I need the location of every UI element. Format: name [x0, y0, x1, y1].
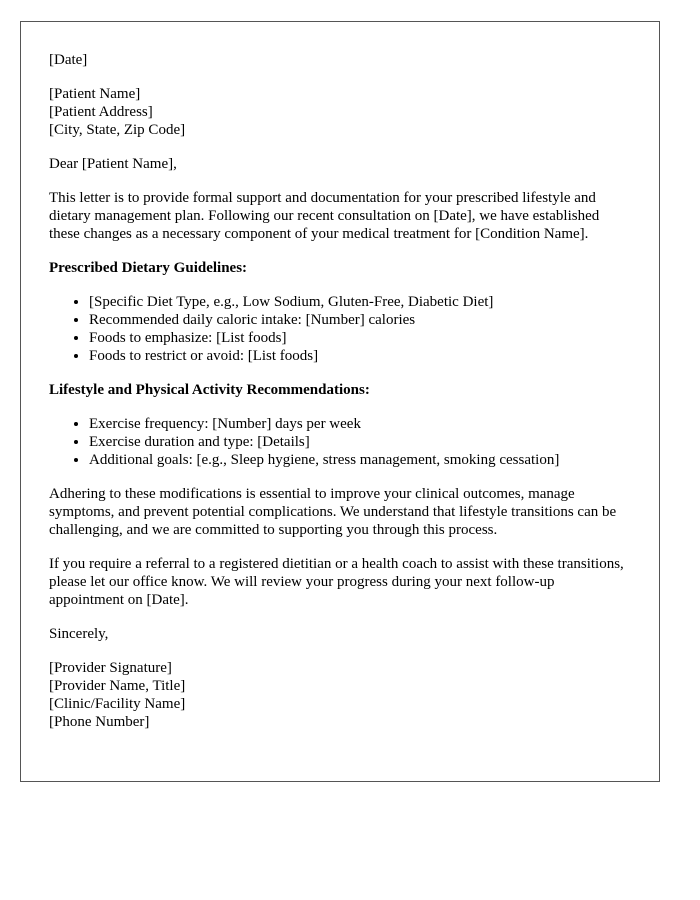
- closing: Sincerely,: [49, 626, 109, 642]
- salutation: Dear [Patient Name],: [49, 156, 177, 172]
- date-text: [Date]: [49, 52, 88, 68]
- list-item: • Recommended daily caloric intake: [Number] calories: [89, 311, 631, 329]
- signature-block: [49, 659, 631, 731]
- dietary-guidelines-heading: Prescribed Dietary Guidelines:: [49, 260, 248, 276]
- adherence-paragraph: Adhering to these modifications is essential to improve your clinical outcomes, manage symptoms, and prevent potential complications. We understand that lifestyle transitions can be challenging, and we are committed to supporting you through this process.: [49, 486, 617, 538]
- referral-paragraph: If you require a referral to a registered dietitian or a health coach to assist with these transitions, please let our office know. We will review your progress during your next follow-up appointment on [Date].: [49, 556, 624, 608]
- lifestyle-recommendations-heading: Lifestyle and Physical Activity Recommendations:: [49, 382, 370, 398]
- lifestyle-recommendations-list: [49, 415, 631, 469]
- list-item: • Additional goals: [e.g., Sleep hygiene, stress management, smoking cessation]: [89, 451, 631, 469]
- letter-page: [20, 21, 660, 782]
- list-item: • Foods to restrict or avoid: [List foods]: [89, 347, 631, 365]
- list-item: • [Specific Diet Type, e.g., Low Sodium, Gluten-Free, Diabetic Diet]: [89, 293, 631, 311]
- provider-name-title: [Provider Name, Title]: [49, 678, 186, 694]
- recipient-name: [Patient Name]: [49, 86, 141, 102]
- letter-date: [49, 51, 631, 69]
- intro-paragraph: This letter is to provide formal support and documentation for your prescribed lifestyle and dietary management plan. Following our recent consultation on [Date], we have established these changes as a necessary component of your medical treatment for [Condition Name].: [49, 190, 600, 242]
- list-item: • Foods to emphasize: [List foods]: [89, 329, 631, 347]
- clinic-facility-name: [Clinic/Facility Name]: [49, 696, 186, 712]
- list-item: • Exercise frequency: [Number] days per week: [89, 415, 631, 433]
- recipient-address-block: [49, 85, 631, 139]
- phone-number: [Phone Number]: [49, 714, 150, 730]
- recipient-city-state-zip: [City, State, Zip Code]: [49, 122, 186, 138]
- recipient-address: [Patient Address]: [49, 104, 153, 120]
- list-item: • Exercise duration and type: [Details]: [89, 433, 631, 451]
- dietary-guidelines-list: [49, 293, 631, 365]
- provider-signature: [Provider Signature]: [49, 660, 172, 676]
